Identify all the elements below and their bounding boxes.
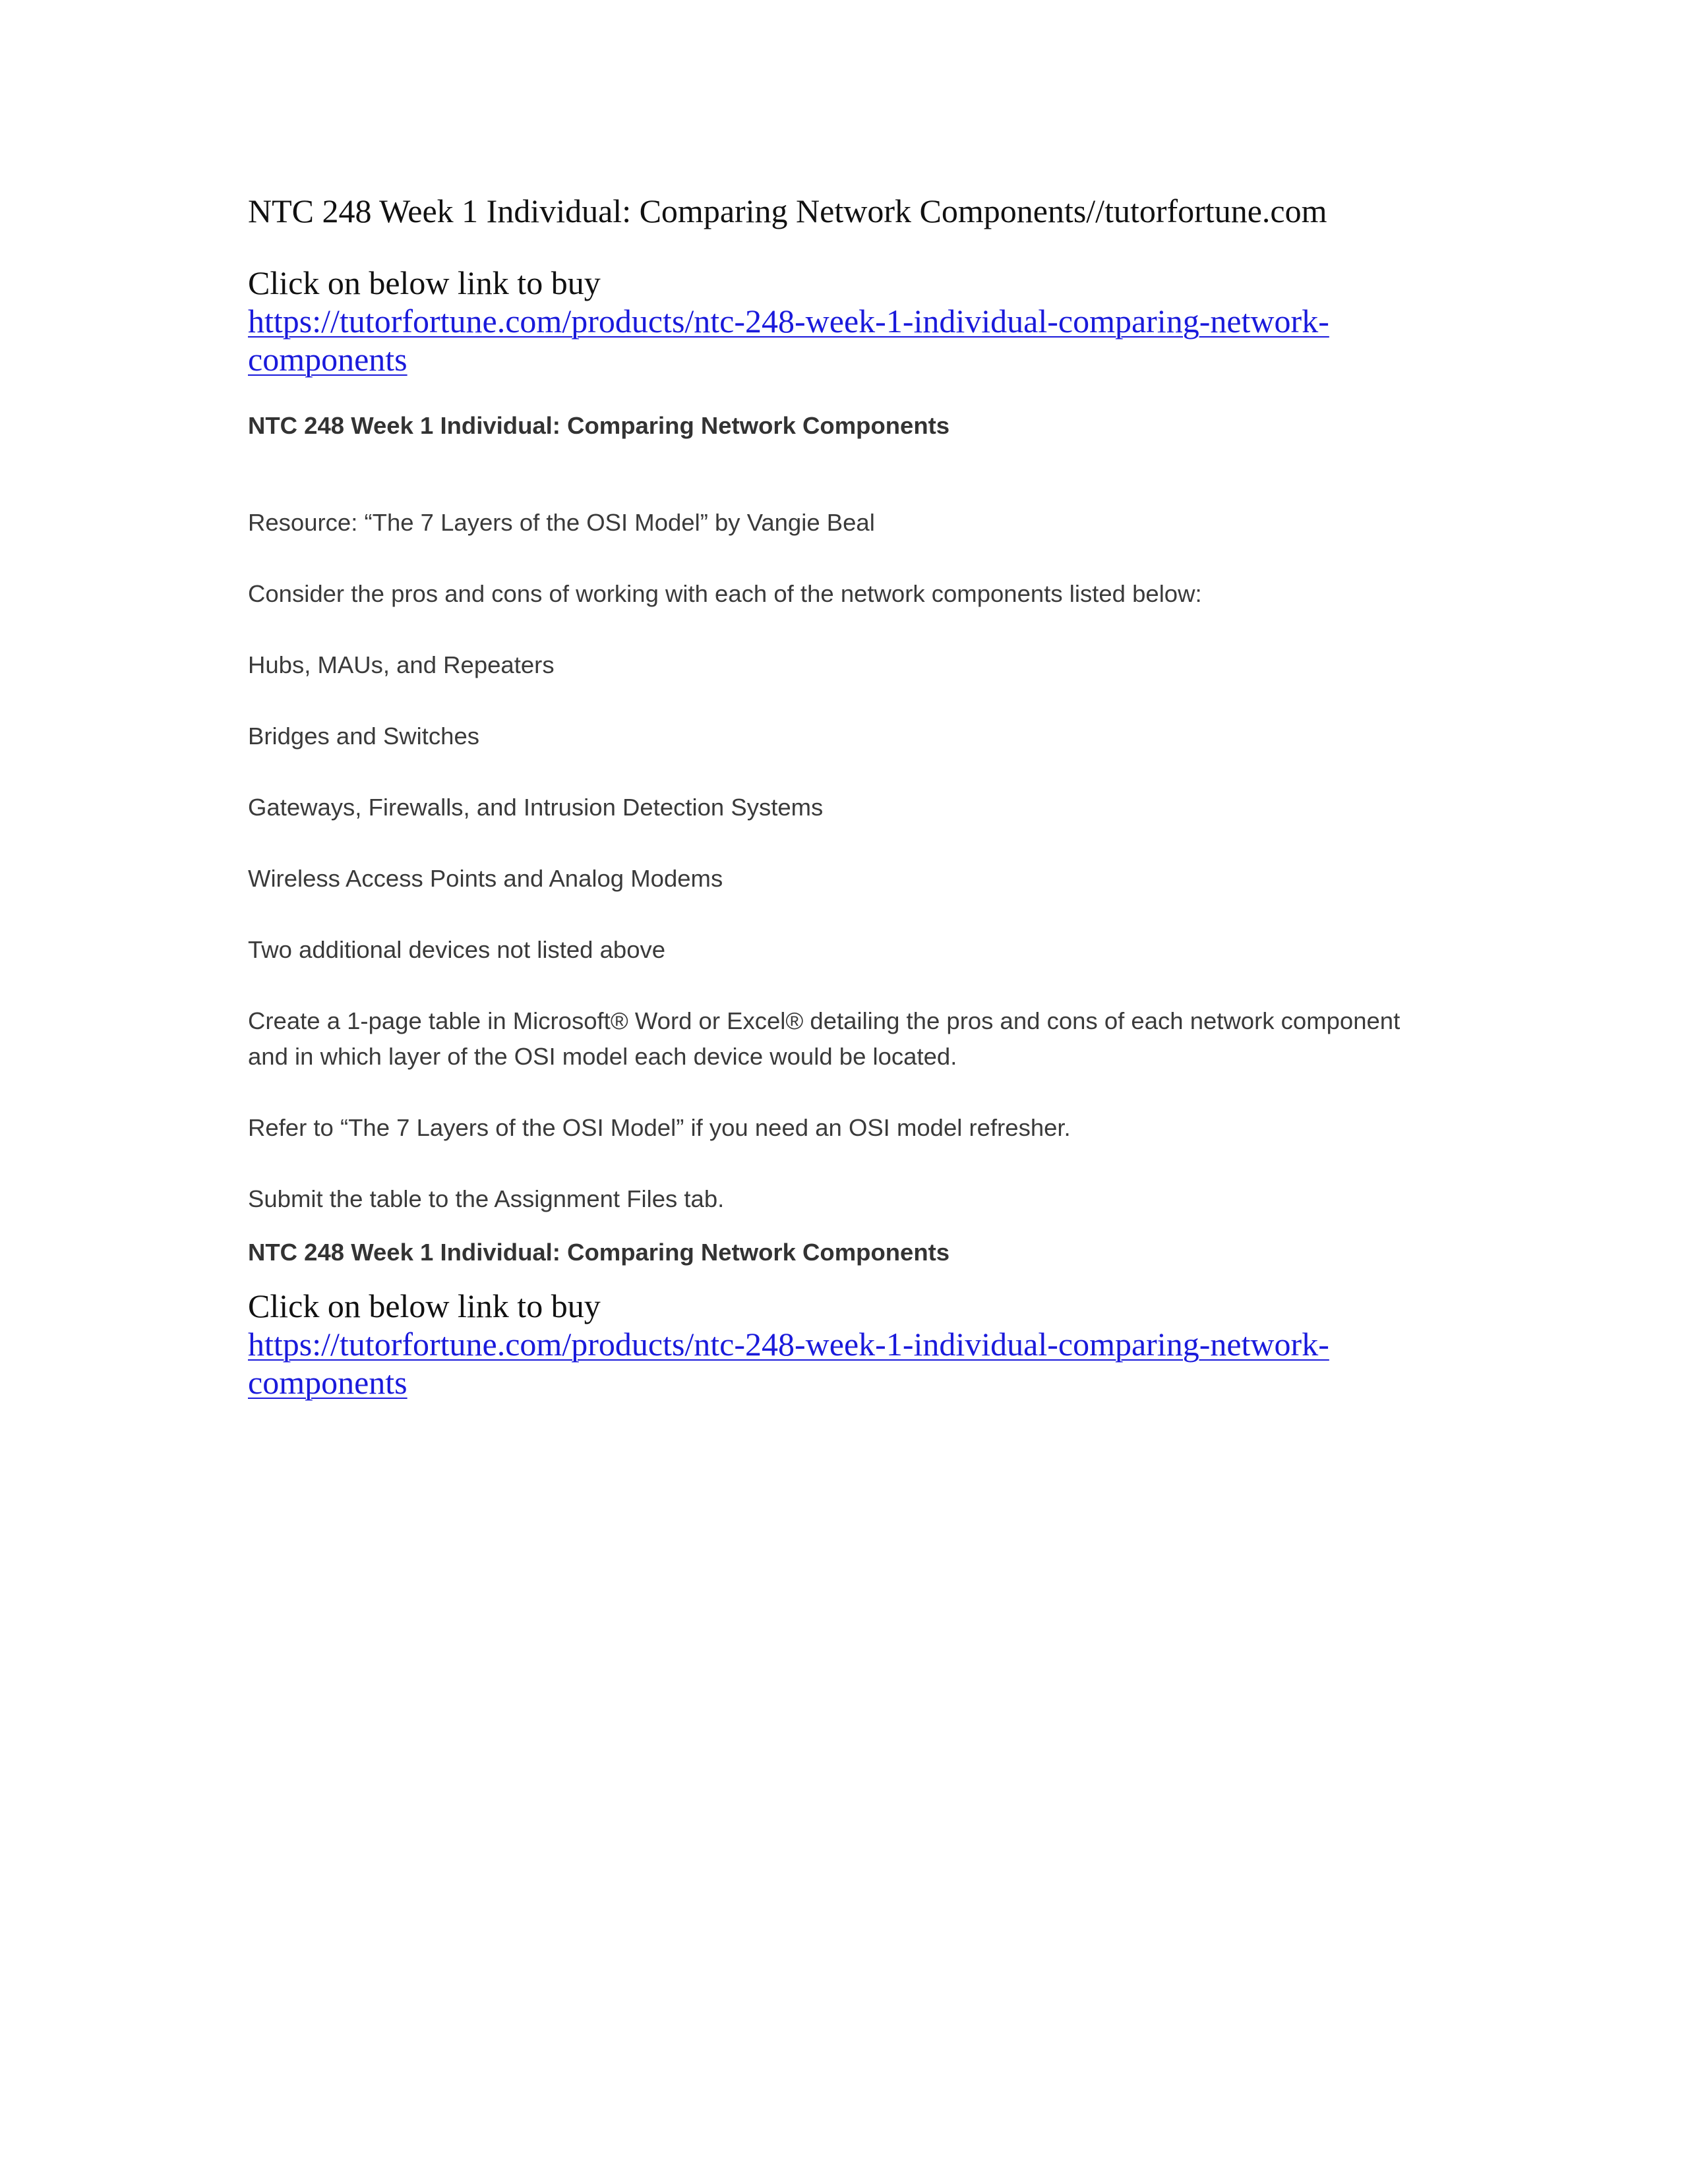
footer-link-line2: components xyxy=(248,1364,407,1401)
consider-text: Consider the pros and cons of working with each of the network components listed below: xyxy=(248,580,1202,607)
refer-text: Refer to “The 7 Layers of the OSI Model” if you need an OSI model refresher. xyxy=(248,1114,1071,1141)
buy-label: Click on below link to buy xyxy=(248,264,601,301)
resource-text: Resource: “The 7 Layers of the OSI Model” by Vangie Beal xyxy=(248,509,875,536)
footer-buy-label: Click on below link to buy xyxy=(248,1287,601,1324)
create-line2: and in which layer of the OSI model each device would be located. xyxy=(248,1043,957,1070)
buy-link[interactable] xyxy=(248,302,1329,378)
section-heading: NTC 248 Week 1 Individual: Comparing Network Components xyxy=(248,412,950,439)
buy-link-line1: https://tutorfortune.com/products/ntc-248-week-1-individual-comparing-network- xyxy=(248,303,1329,339)
component-item: Hubs, MAUs, and Repeaters xyxy=(248,651,555,678)
footer-buy-link[interactable] xyxy=(248,1325,1329,1402)
component-item: Wireless Access Points and Analog Modems xyxy=(248,865,723,892)
footer-heading: NTC 248 Week 1 Individual: Comparing Network Components xyxy=(248,1239,950,1266)
buy-link-block xyxy=(248,264,1461,378)
create-line1: Create a 1-page table in Microsoft® Word or Excel® detailing the pros and cons of each network component xyxy=(248,1007,1401,1034)
buy-link-line2: components xyxy=(248,341,407,378)
component-item: Bridges and Switches xyxy=(248,723,479,750)
document-page xyxy=(248,191,1461,1402)
component-item: Gateways, Firewalls, and Intrusion Detection Systems xyxy=(248,794,824,821)
component-item: Two additional devices not listed above xyxy=(248,936,666,963)
document-title: NTC 248 Week 1 Individual: Comparing Network Components//tutorfortune.com xyxy=(248,192,1327,229)
submit-text: Submit the table to the Assignment Files tab. xyxy=(248,1185,725,1212)
create-instructions xyxy=(248,1003,1461,1075)
footer-buy-link-block xyxy=(248,1287,1461,1402)
footer-link-line1: https://tutorfortune.com/products/ntc-248-week-1-individual-comparing-network- xyxy=(248,1326,1329,1363)
